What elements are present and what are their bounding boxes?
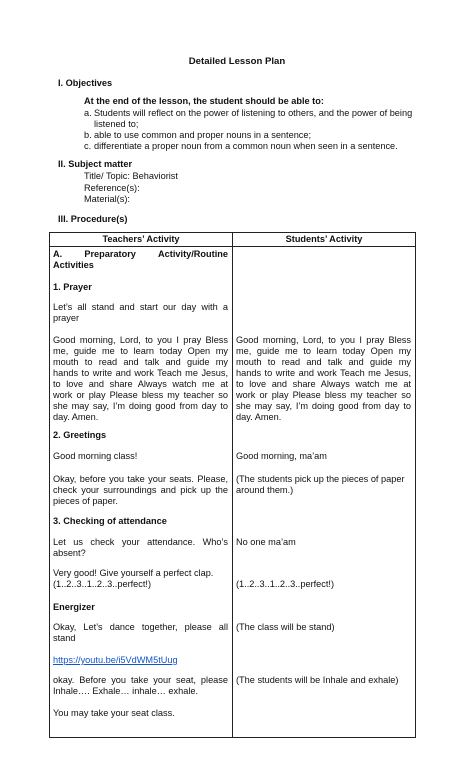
seats-students: (The students pick up the pieces of paper around them.): [236, 474, 405, 495]
procedure-table: [49, 232, 416, 738]
seats-teacher: Okay, before you take your seats. Please, check your surroundings and pick up the pieces of paper.: [53, 474, 228, 506]
objectives-lead: At the end of the lesson, the student should be able to:: [84, 96, 324, 106]
objective-text: Students will reflect on the power of listening to others, and the power of being listened to;: [94, 108, 413, 129]
attendance-students: No one ma’am: [236, 537, 296, 547]
teachers-activity-header: Teachers’ Activity: [50, 233, 233, 247]
procedure-heading: III. Procedure(s): [58, 214, 128, 224]
subject-references: Reference(s):: [84, 182, 140, 193]
inhale-students: (The students will be Inhale and exhale): [236, 675, 399, 685]
objectives-heading: I. Objectives: [58, 78, 113, 88]
clap-students: (1..2..3..1..2..3..perfect!): [236, 579, 335, 589]
subject-matter-list: [84, 171, 178, 206]
attendance-teacher: Let us check your attendance. Who’s absent?: [53, 537, 228, 558]
objective-marker: b.: [84, 130, 92, 140]
dance-students: (The class will be stand): [236, 622, 335, 632]
energizer-heading: Energizer: [53, 602, 95, 612]
objective-text: able to use common and proper nouns in a sentence;: [94, 130, 312, 140]
objective-item: [84, 130, 424, 141]
objective-item: [84, 141, 424, 152]
subject-matter-heading: II. Subject matter: [58, 159, 133, 169]
attendance-heading: 3. Checking of attendance: [53, 516, 167, 526]
seat-class-text: You may take your seat class.: [53, 708, 175, 718]
teachers-activity-cell: [50, 247, 233, 738]
prep-word: Activity/Routine: [158, 249, 228, 259]
prayer-text-teacher: Good morning, Lord, to you I pray Bless me, guide me to learn today Open my mouth to read and talk and guide my hands to write and work Teach me Jesus, to love and share Always watch me at work or play Please bless my teacher so she may say, I’m doing good from day to day. Amen.: [53, 335, 228, 422]
greet-teacher: Good morning class!: [53, 451, 138, 461]
prep-word: Activities: [53, 260, 94, 270]
objective-marker: a.: [84, 108, 92, 118]
greet-students: Good morning, ma’am: [236, 451, 327, 461]
preparatory-activities-heading: [53, 249, 228, 271]
students-activity-cell: [233, 247, 416, 738]
objective-marker: c.: [84, 141, 92, 151]
subject-materials: Material(s):: [84, 194, 130, 204]
inhale-teacher: okay. Before you take your seat, please Inhale…. Exhale… inhale… exhale.: [53, 675, 228, 696]
objectives-list: [84, 108, 424, 152]
clap-teacher: Very good! Give yourself a perfect clap. (1..2..3..1..2..3..perfect!): [53, 568, 214, 589]
dance-teacher: Okay, Let’s dance together, please all stand: [53, 622, 228, 643]
prep-letter: A.: [53, 249, 63, 259]
students-activity-header: Students’ Activity: [233, 233, 416, 247]
energizer-video-link[interactable]: https://youtu.be/i5VdWM5tUug: [53, 655, 178, 665]
page-title: Detailed Lesson Plan: [188, 56, 286, 67]
greetings-heading: 2. Greetings: [53, 430, 107, 440]
subject-title-topic: Title/ Topic: Behaviorist: [84, 171, 178, 181]
prep-word: Preparatory: [84, 249, 136, 259]
prayer-text-students: Good morning, Lord, to you I pray Bless me, guide me to learn today Open my mouth to read and talk and guide my hands to write and work Teach me Jesus, to love and share Always watch me at work or play Please bless my teacher so she may say, I’m doing good from day to day. Amen.: [236, 335, 411, 422]
prayer-heading: 1. Prayer: [53, 282, 92, 292]
prayer-intro: Let’s all stand and start our day with a prayer: [53, 302, 228, 323]
objective-item: [84, 108, 424, 130]
objective-text: differentiate a proper noun from a common noun when seen in a sentence.: [94, 141, 398, 151]
